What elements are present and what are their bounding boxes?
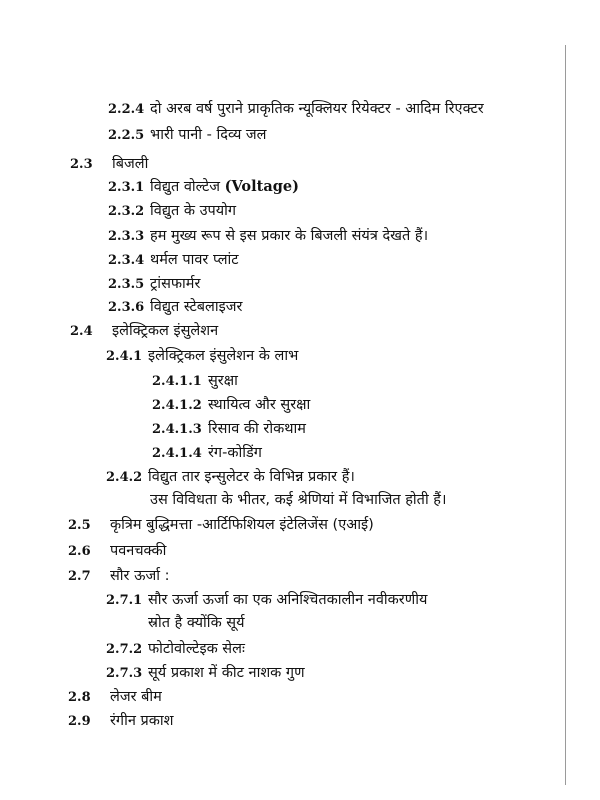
toc-item-2-4-1-2 [152, 396, 310, 414]
toc-number: 2.4.1.1 [152, 374, 202, 389]
toc-title: सूर्य प्रकाश में कीट नाशक गुण [148, 665, 305, 681]
toc-item-2-4-1-1 [152, 372, 238, 390]
toc-number: 2.3 [70, 157, 93, 172]
toc-number: 2.8 [68, 690, 91, 705]
toc-item-2-4-1-4 [152, 444, 262, 462]
toc-item-2-9 [68, 712, 174, 730]
toc-item-2-2-4 [108, 100, 484, 118]
toc-title-latin: (Voltage) [224, 178, 299, 195]
toc-title: बिजली [112, 156, 149, 172]
toc-title: विद्युत स्टेबलाइजर [150, 299, 243, 315]
toc-item-2-3 [70, 155, 148, 173]
toc-title: विद्युत वोल्टेज [150, 179, 221, 195]
toc-number: 2.3.3 [108, 229, 145, 244]
toc-number: 2.2.5 [108, 128, 145, 143]
toc-title: उस विविधता के भीतर, कई श्रेणियां में विभाजित होती हैं। [150, 492, 447, 508]
toc-item-2-4 [70, 322, 218, 340]
toc-number: 2.4.1.4 [152, 446, 202, 461]
toc-item-2-8 [68, 688, 162, 706]
toc-title: लेजर बीम [110, 689, 162, 705]
toc-number: 2.7.1 [106, 593, 143, 608]
toc-title: ट्रांसफार्मर [150, 276, 201, 292]
toc-title: स्थायित्व और सुरक्षा [208, 397, 311, 413]
toc-number: 2.4.1.2 [152, 398, 202, 413]
toc-number: 2.3.5 [108, 277, 145, 292]
toc-title: इलेक्ट्रिकल इंसुलेशन के लाभ [148, 348, 299, 364]
toc-item-2-4-1 [106, 347, 298, 365]
page-edge-rule [565, 45, 566, 785]
toc-number: 2.7 [68, 569, 91, 584]
toc-title: भारी पानी - दिव्य जल [150, 127, 267, 143]
toc-number: 2.3.1 [108, 180, 145, 195]
toc-item-2-7-1-continuation [148, 614, 245, 632]
toc-title: स्रोत है क्योंकि सूर्य [148, 615, 245, 631]
toc-number: 2.5 [68, 518, 91, 533]
toc-item-2-4-2-continuation [150, 491, 447, 509]
toc-number: 2.4.1.3 [152, 422, 202, 437]
toc-item-2-6 [68, 542, 166, 560]
toc-number: 2.3.2 [108, 204, 145, 219]
toc-item-2-3-6 [108, 298, 242, 316]
toc-number: 2.4.2 [106, 470, 143, 485]
toc-title: रंग-कोडिंग [208, 445, 262, 461]
toc-title: इलेक्ट्रिकल इंसुलेशन [112, 323, 219, 339]
toc-item-2-2-5 [108, 126, 267, 144]
toc-title: थर्मल पावर प्लांट [150, 252, 239, 268]
toc-item-2-7-3 [106, 664, 305, 682]
toc-item-2-3-1 [108, 178, 299, 196]
toc-title: सुरक्षा [208, 373, 238, 389]
toc-item-2-3-4 [108, 251, 239, 269]
toc-title: सौर ऊर्जा ऊर्जा का एक अनिश्चितकालीन नवीकरणीय [148, 592, 428, 608]
toc-title: दो अरब वर्ष पुराने प्राकृतिक न्यूक्लियर रियेक्टर - आदिम रिएक्टर [150, 101, 484, 117]
toc-number: 2.6 [68, 544, 91, 559]
toc-number: 2.4.1 [106, 349, 143, 364]
toc-title: सौर ऊर्जा : [110, 568, 170, 584]
toc-item-2-3-5 [108, 275, 200, 293]
toc-title: फोटोवोल्टेइक सेलः [148, 641, 245, 657]
toc-title: रिसाव की रोकथाम [208, 421, 306, 437]
toc-title: कृत्रिम बुद्धिमत्ता -आर्टिफिशियल इंटेलिजेंस (एआई) [110, 517, 374, 533]
toc-item-2-7-2 [106, 640, 245, 658]
toc-item-2-5 [68, 516, 374, 534]
toc-number: 2.2.4 [108, 102, 145, 117]
toc-number: 2.7.2 [106, 642, 143, 657]
toc-number: 2.9 [68, 714, 91, 729]
toc-item-2-3-2 [108, 202, 236, 220]
toc-number: 2.3.4 [108, 253, 145, 268]
toc-item-2-4-1-3 [152, 420, 306, 438]
toc-number: 2.4 [70, 324, 93, 339]
toc-title: रंगीन प्रकाश [110, 713, 174, 729]
toc-item-2-4-2 [106, 468, 355, 486]
toc-title: विद्युत के उपयोग [150, 203, 237, 219]
toc-item-2-7-1 [106, 591, 427, 609]
toc-item-2-7 [68, 567, 170, 585]
toc-number: 2.3.6 [108, 300, 145, 315]
toc-title: विद्युत तार इन्सुलेटर के विभिन्न प्रकार हैं। [148, 469, 355, 485]
toc-number: 2.7.3 [106, 666, 143, 681]
toc-title: पवनचक्की [110, 543, 167, 559]
toc-item-2-3-3 [108, 227, 428, 245]
toc-title: हम मुख्य रूप से इस प्रकार के बिजली संयंत्र देखते हैं। [150, 228, 429, 244]
